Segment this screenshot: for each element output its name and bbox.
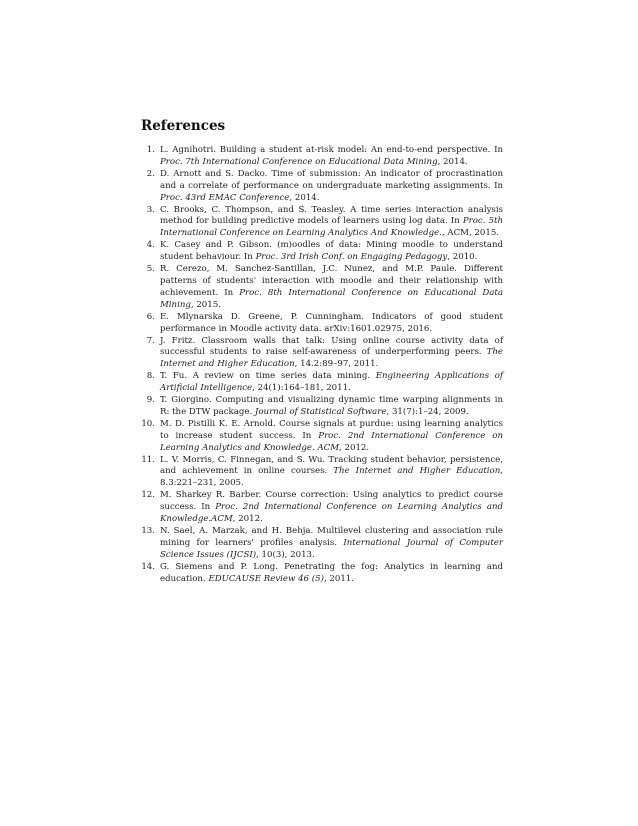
reference-text: [160, 312, 503, 336]
reference-item: [130, 526, 503, 562]
reference-segment: , 2014.: [437, 156, 468, 167]
reference-number: 7.: [146, 335, 155, 346]
reference-segment: , 10(3), 2013.: [256, 549, 315, 560]
reference-segment: , 2012.: [232, 514, 263, 525]
reference-venue: The Internet and Higher Education: [160, 347, 503, 370]
reference-number: 14.: [141, 561, 155, 572]
reference-segment: , 31(7):1–24, 2009.: [386, 406, 469, 417]
reference-number: 9.: [146, 395, 155, 406]
reference-item: [130, 562, 503, 586]
reference-venue: International Journal of Computer Science Issues (IJCSI): [160, 537, 503, 560]
reference-segment: T. Giorgino. Computing and visualizing dynamic time warping alignments in R: the DTW package.: [160, 395, 503, 417]
reference-segment: M. Sharkey R. Barber. Course correction: Using analytics to predict course success. In: [160, 490, 503, 513]
reference-item: [130, 264, 503, 312]
reference-text: [160, 336, 503, 372]
references-heading: References: [141, 118, 226, 134]
reference-number: 12.: [141, 490, 155, 501]
reference-segment: C. Brooks, C. Thompson, and S. Teasley. A time series interaction analysis method for building predictive models of learners using log data. In: [160, 204, 503, 227]
reference-number: 5.: [146, 264, 155, 275]
reference-venue: Proc. 43rd EMAC Conference: [160, 192, 290, 203]
reference-segment: , 2011.: [323, 573, 355, 584]
reference-segment: , 2010.: [447, 252, 478, 263]
reference-segment: N. Sael, A. Marzak, and H. Behja. Multilevel clustering and association rule mining for learners' profiles analysis.: [160, 526, 503, 548]
reference-venue: Proc. 8th International Conference on Educational Data Mining: [160, 287, 503, 310]
reference-text: [160, 371, 503, 395]
reference-text: [160, 490, 503, 526]
reference-text: [160, 169, 503, 205]
reference-venue: Proc. 2nd International Conference on Learning Analytics and Knowledge.ACM: [160, 502, 503, 525]
reference-item: [130, 240, 503, 264]
reference-item: [130, 371, 503, 395]
reference-number: 8.: [146, 371, 155, 382]
reference-text: [160, 419, 503, 455]
reference-text: [160, 145, 503, 169]
reference-number: 11.: [141, 454, 155, 465]
reference-venue: Proc. 2nd International Conference on Learning Analytics and Knowledge. ACM: [160, 430, 503, 453]
reference-list: [130, 145, 503, 586]
reference-number: 4.: [146, 240, 155, 251]
reference-segment: , 8.3:221–231, 2005.: [160, 466, 503, 489]
reference-text: [160, 205, 503, 241]
reference-venue: Journal of Statistical Software: [254, 406, 387, 417]
reference-segment: , 2014.: [289, 192, 320, 203]
reference-segment: J. Fritz. Classroom walls that talk: Using online course activity data of successful students to raise self-awareness of underperforming peers.: [160, 335, 503, 358]
reference-venue: Proc. 7th International Conference on Educational Data Mining: [160, 156, 438, 167]
reference-number: 13.: [141, 526, 155, 536]
reference-item: [130, 205, 503, 241]
reference-number: 2.: [146, 168, 155, 179]
reference-item: [130, 455, 503, 491]
reference-segment: T. Fu. A review on time series data mining.: [160, 371, 376, 382]
reference-segment: , 2012.: [339, 442, 370, 453]
reference-item: [130, 419, 503, 455]
reference-segment: E. Mlynarska D. Greene, P. Cunningham. Indicators of good student performance in Moodle activity data. arXiv:1601.02975, 2016.: [160, 311, 503, 334]
reference-venue: Engineering Applications of Artificial Intelligence: [160, 371, 503, 394]
reference-item: [130, 145, 503, 169]
reference-text: [160, 395, 503, 419]
reference-segment: , 2015.: [190, 299, 221, 310]
reference-venue: Proc. 5th International Conference on Learning Analytics And Knowledge.: [160, 216, 503, 239]
reference-segment: K. Casey and P. Gibson. (m)oodles of data: Mining moodle to understand student behaviour. In: [160, 240, 503, 263]
reference-item: [130, 336, 503, 372]
reference-item: [130, 395, 503, 419]
reference-text: [160, 562, 503, 586]
reference-venue: EDUCAUSE Review 46 (5): [208, 573, 324, 584]
reference-text: [160, 526, 503, 562]
reference-segment: R. Cerezo, M. Sanchez-Santillan, J.C. Nunez, and M.P. Paule. Different patterns of students' interaction with moodle and their relationship with achievement. In: [160, 264, 503, 298]
reference-venue: The Internet and Higher Education: [333, 466, 501, 477]
reference-number: 1.: [146, 145, 155, 155]
reference-item: [130, 312, 503, 336]
reference-text: [160, 264, 503, 312]
reference-segment: M. D. Pistilli K. E. Arnold. Course signals at purdue: using learning analytics to increase student success. In: [160, 418, 503, 441]
reference-text: [160, 240, 503, 264]
reference-segment: , 14.2:89–97, 2011.: [294, 359, 379, 370]
reference-venue: Proc. 3rd Irish Conf. on Engaging Pedagogy: [255, 252, 448, 263]
reference-number: 3.: [146, 204, 155, 215]
reference-segment: D. Arnott and S. Dacko. Time of submission: An indicator of procrastination and a correlate of performance on undergraduate marketing assignments. In: [160, 168, 503, 191]
reference-item: [130, 169, 503, 205]
reference-segment: , 24(1):164–181, 2011.: [252, 383, 351, 394]
reference-segment: L. Agnihotri. Building a student at-risk model: An end-to-end perspective. In: [160, 145, 503, 155]
reference-segment: L. V. Morris, C. Finnegan, and S. Wu. Tracking student behavior, persistence, and achievement in online courses.: [160, 454, 503, 477]
reference-segment: , ACM, 2015.: [441, 228, 500, 239]
reference-number: 10.: [141, 418, 155, 429]
reference-item: [130, 490, 503, 526]
reference-text: [160, 455, 503, 491]
reference-segment: G. Siemens and P. Long. Penetrating the fog: Analytics in learning and education.: [160, 561, 503, 584]
reference-number: 6.: [146, 311, 155, 322]
